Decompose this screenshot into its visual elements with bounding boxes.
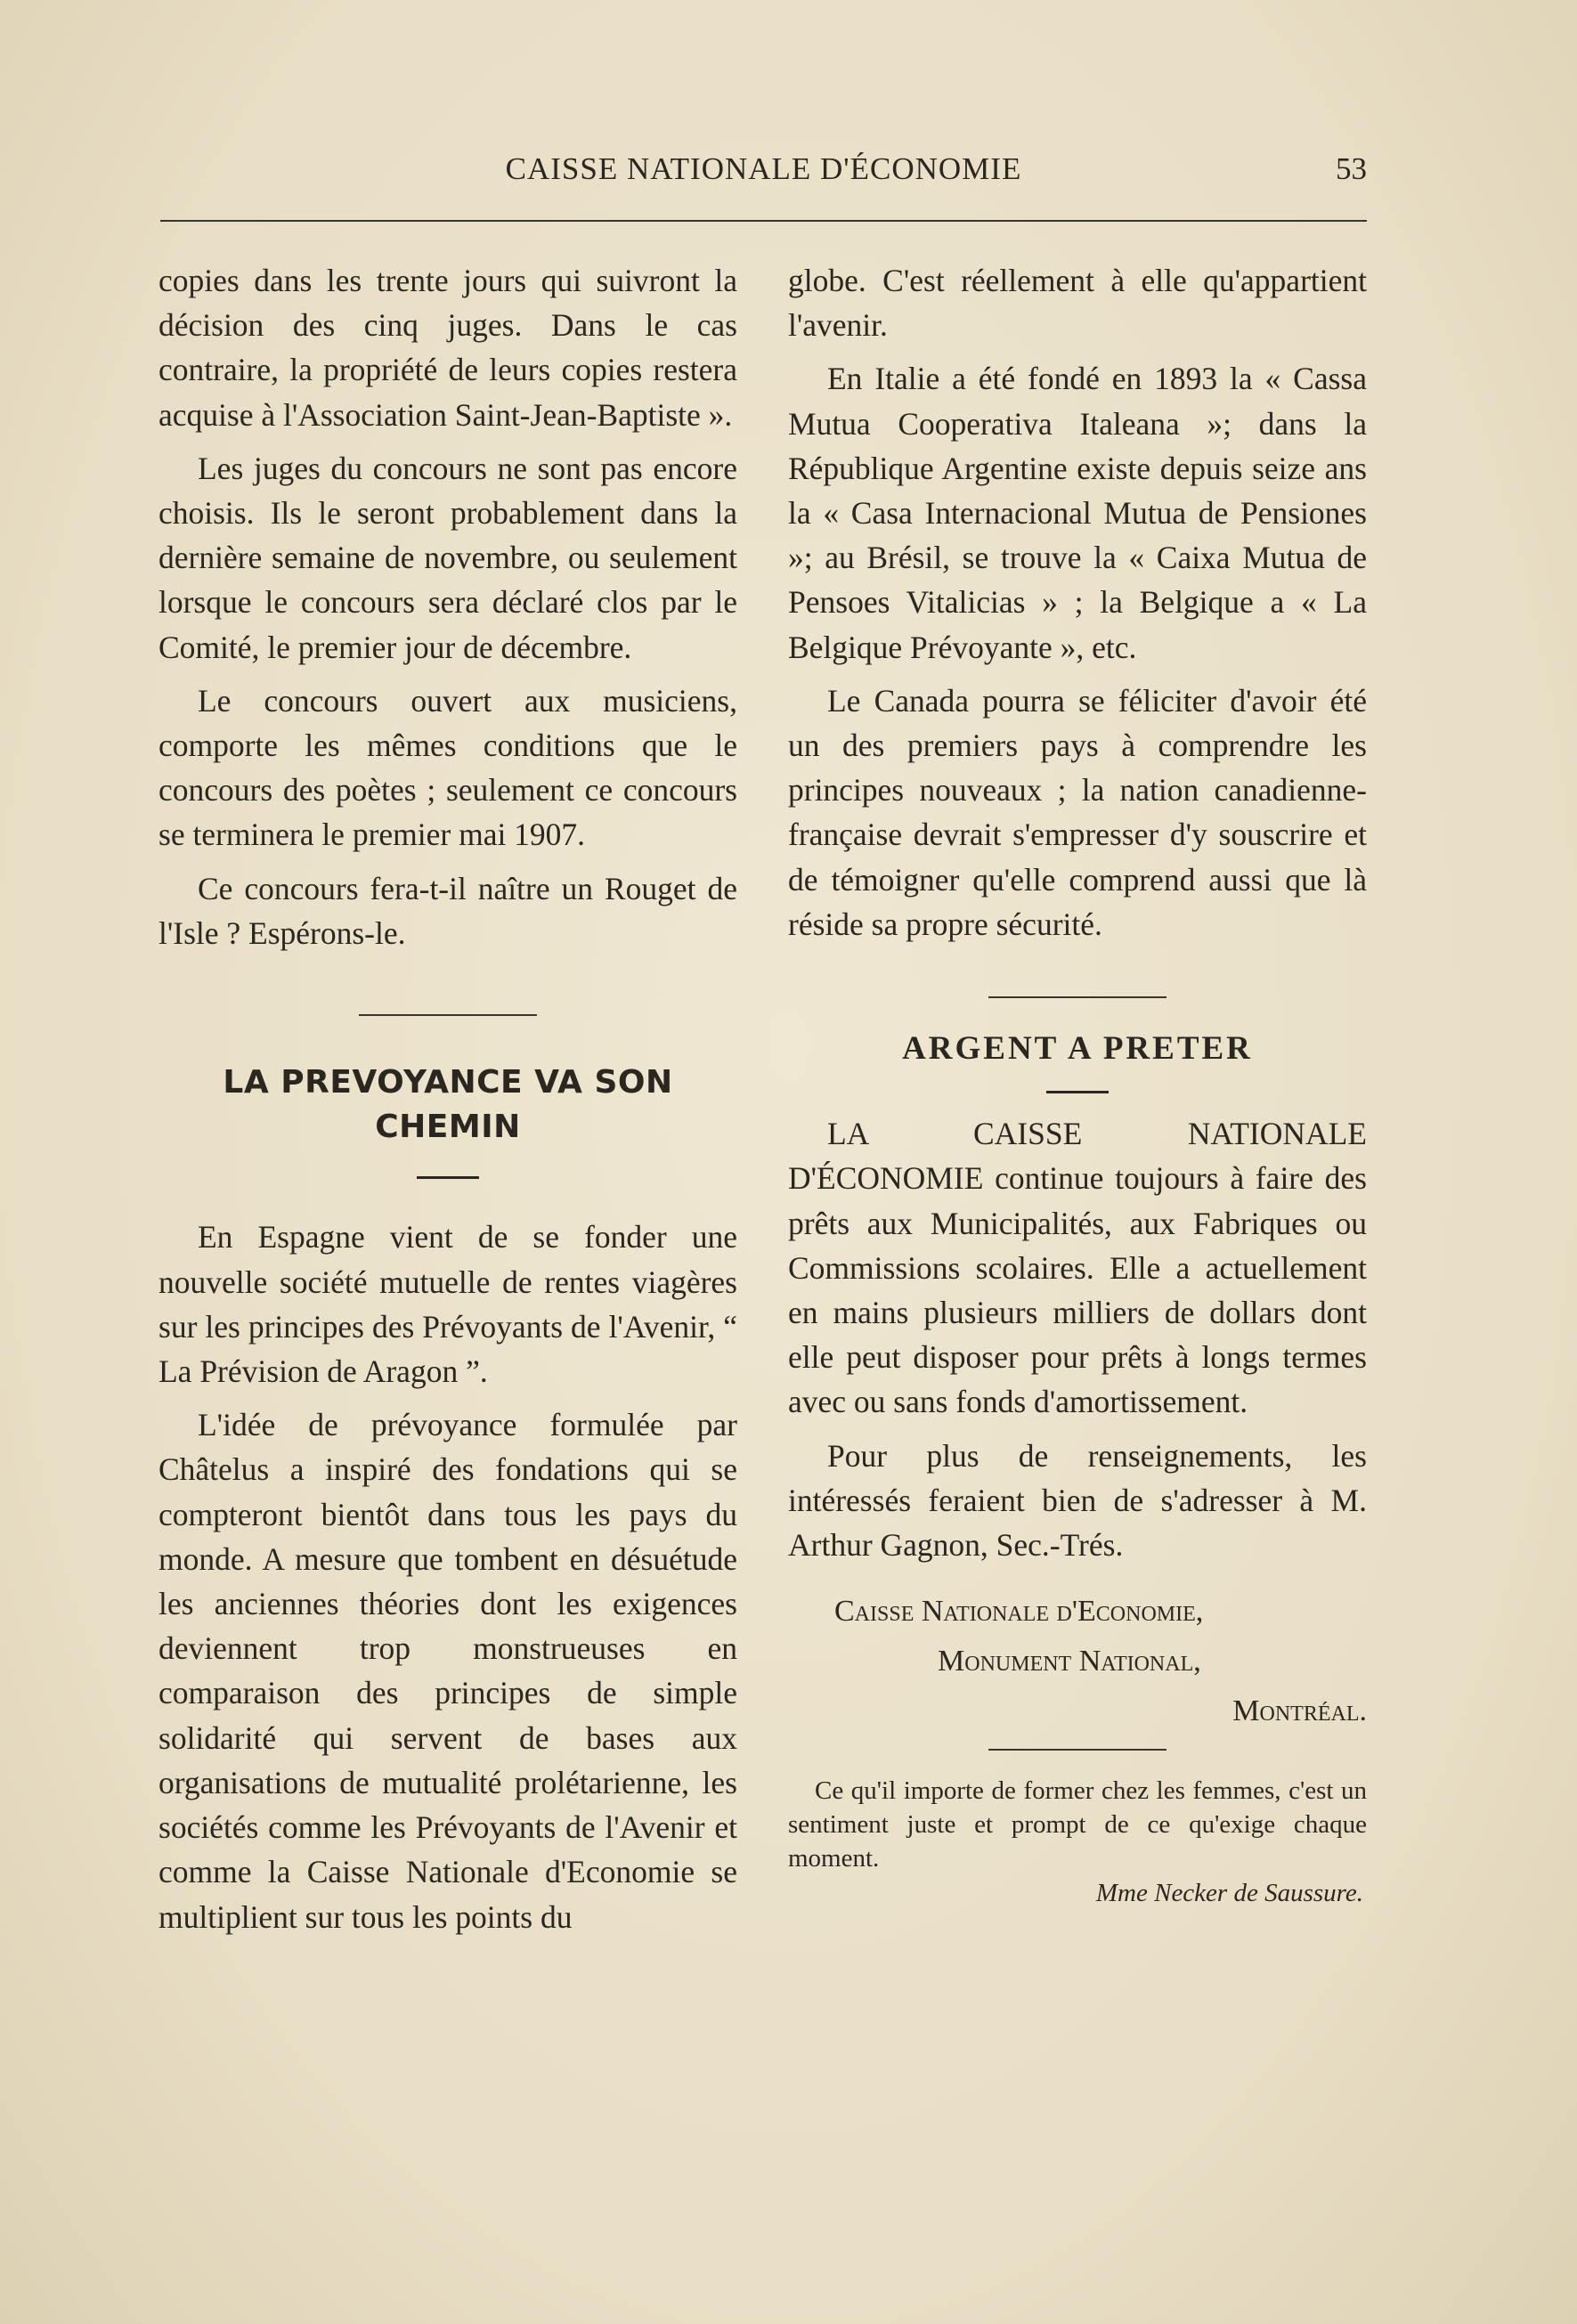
signature-line: Caisse Nationale d'Economie, [834, 1595, 1204, 1629]
paragraph: Les juges du concours ne sont pas encore choisis. Ils le seront probablement dans la dernière semaine de novembre, ou seulement lorsque le concours sera déclaré clos par le Comité, le premier jour de décembre. [159, 450, 737, 665]
left-column [159, 258, 737, 1939]
continued-paragraph: globe. C'est réellement à elle qu'appartient l'avenir. [788, 263, 1367, 344]
page-header [160, 150, 1367, 194]
paragraph: En Italie a été fondé en 1893 la « Cassa Mutua Cooperativa Italeana »; dans la République Argentine existe depuis seize ans la « Casa Internacional Mutua de Pensiones »; au Brésil, se trouve la « Caixa Mutua de Pensoes Vitalicias » ; la Belgique a « La Belgique Prévoyante », etc. [788, 361, 1367, 665]
paragraph: L'idée de prévoyance formulée par Châtelus a inspiré des fondations qui se compteront bientôt dans tous les pays du monde. A mesure que tombent en désuétude les anciennes théories dont les exigences deviennent trop monstrueuses en comparaison des principes de simple solidarité qui servent de bases aux organisations de mutualité prolétarienne, les sociétés comme les Prévoyants de l'Avenir et comme la Caisse Nationale d'Economie se multiplient sur tous les points du [159, 1407, 737, 1935]
quote-author: Mme Necker de Saussure. [1095, 1879, 1363, 1908]
paragraph: LA CAISSE NATIONALE D'ÉCONOMIE continue toujours à faire des prêts aux Municipalités, aux Fabriques ou Commissions scolaires. Elle a actuellement en mains plusieurs milliers de dollars dont elle peut disposer pour prêts à longs termes avec ou sans fonds d'amortissement. [788, 1116, 1367, 1420]
paragraph: Pour plus de renseignements, les intéressés feraient bien de s'adresser à M. Arthur Gagnon, Sec.-Trés. [788, 1437, 1367, 1564]
signature-line: Monument National, [938, 1645, 1201, 1678]
signature-line: Montréal. [1232, 1694, 1367, 1728]
header-rule [160, 220, 1367, 222]
quote-text: Ce qu'il importe de former chez les femmes, c'est un sentiment juste et prompt de ce qu'exige chaque moment. [788, 1776, 1367, 1873]
continued-paragraph: copies dans les trente jours qui suivront la décision des cinq juges. Dans le cas contraire, la propriété de leurs copies restera acquise à l'Association Saint-Jean-Baptiste ». [159, 263, 737, 433]
right-column [788, 258, 1367, 1911]
paragraph: Ce concours fera-t-il naître un Rouget de l'Isle ? Espérons-le. [159, 870, 737, 951]
article-title: ARGENT A PRETER [902, 1030, 1253, 1068]
paragraph: En Espagne vient de se fonder une nouvelle société mutuelle de rentes viagères sur les principes des Prévoyants de l'Avenir, “ La Prévision de Aragon ”. [159, 1219, 737, 1390]
paragraph: Le concours ouvert aux musiciens, comporte les mêmes conditions que le concours des poètes ; seulement ce concours se terminera le premier mai 1907. [159, 682, 737, 853]
running-title: CAISSE NATIONALE D'ÉCONOMIE [505, 151, 1022, 186]
article-title: LA PREVOYANCE VA SON CHEMIN [223, 1064, 673, 1146]
page-number: 53 [1336, 151, 1367, 186]
paragraph: Le Canada pourra se féliciter d'avoir été un des premiers pays à comprendre les principes nouveaux ; la nation canadienne-française devrait s'empresser d'y souscrire et de témoigner qu'elle comprend aussi que là réside sa propre sécurité. [788, 682, 1367, 942]
